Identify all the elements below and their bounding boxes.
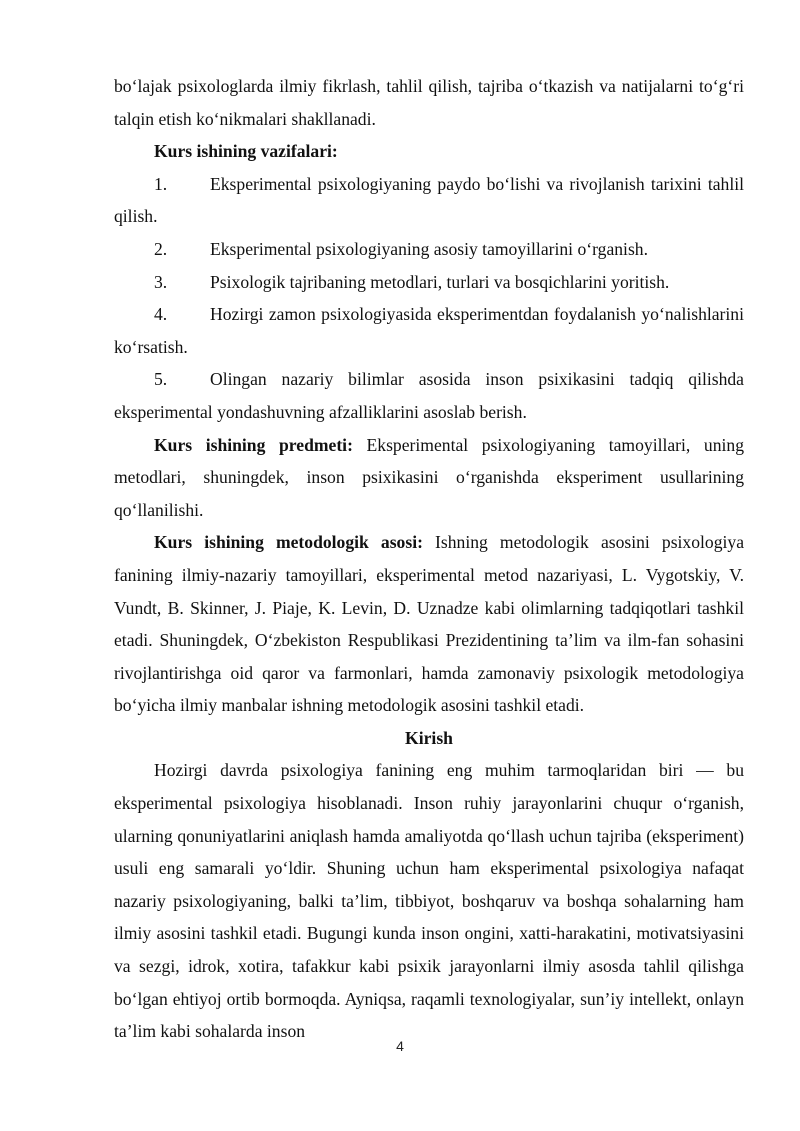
task-number: 3. (154, 271, 168, 292)
task-number: 5. (154, 369, 168, 390)
introduction-paragraph: Hozirgi davrda psixologiya fanining eng muhim tarmoqlaridan biri — bu eksperimental psixologiya hisoblanadi. Inson ruhiy jarayonlarini chuqur o‘rganish, ularning qonuniyatlarini aniqlash hamda amaliyotda qo‘llash uchun tajriba (eksperiment) usuli eng samarali yo‘ldir. Shuning uchun ham eksperimental psixologiya nafaqat nazariy psixologiyaning, balki ta’lim, tibbiyot, boshqaruv va boshqa sohalarning ham ilmiy asosini tashkil etadi. Bugungi kunda inson ongini, xatti-harakatini, motivatsiyasini va sezgi, idrok, xotira, tafakkur kabi psixik jarayonlarni ilmiy asosda tahlil qilishga bo‘lgan ehtiyoj ortib bormoqda. Ayniqsa, raqamli texnologiyalar, sun’iy intellekt, onlayn ta’lim kabi sohalarda inson (114, 760, 744, 1042)
task-number: 4. (154, 304, 168, 325)
document-page (114, 70, 744, 1048)
task-item-3 (114, 266, 744, 299)
subject-label: Kurs ishining predmeti: (154, 434, 353, 455)
task-number: 1. (154, 173, 168, 194)
subject-paragraph (114, 429, 744, 527)
task-item-4 (114, 298, 744, 363)
task-text: Psixologik tajribaning metodlari, turlari va bosqichlarini yoritish. (210, 271, 670, 292)
task-text: Hozirgi zamon psixologiyasida eksperimentdan foydalanish yo‘nalishlarini ko‘rsatish. (114, 304, 744, 357)
methodology-text: Ishning metodologik asosini psixologiya fanining ilmiy-nazariy tamoyillari, eksperimental metod nazariyasi, L. Vygotskiy, V. Vundt, B. Skinner, J. Piaje, K. Levin, D. Uznadze kabi olimlarning tadqiqotlari tashkil etadi. Shuningdek, O‘zbekiston Respublikasi Prezidentining ta’lim va ilm-fan sohasini rivojlantirishga oid qaror va farmonlari, hamda zamonaviy psixologik metodologiya bo‘yicha ilmiy manbalar ishning metodologik asosini tashkil etadi. (114, 532, 745, 716)
methodology-label: Kurs ishining metodologik asosi: (154, 532, 423, 553)
task-item-1 (114, 168, 744, 233)
task-number: 2. (154, 238, 168, 259)
task-text: Eksperimental psixologiyaning paydo bo‘lishi va rivojlanish tarixini tahlil qilish. (114, 173, 744, 227)
tasks-heading: Kurs ishining vazifalari: (154, 141, 338, 162)
page-number: 4 (396, 1038, 404, 1054)
task-text: Olingan nazariy bilimlar asosida inson psixikasini tadqiq qilishda eksperimental yondashuvning afzalliklarini asoslab berish. (114, 369, 744, 422)
introduction-title: Kirish (405, 727, 453, 748)
methodology-paragraph (114, 526, 744, 722)
subject-text: Eksperimental psixologiyaning tamoyillari, uning metodlari, shuningdek, inson psixikasini o‘rganishda eksperiment usullarining qo‘llanilishi. (114, 434, 745, 520)
task-item-2 (114, 233, 744, 266)
task-item-5 (114, 363, 744, 428)
intro-paragraph: bo‘lajak psixologlarda ilmiy fikrlash, tahlil qilish, tajriba o‘tkazish va natijalarni to‘g‘ri talqin etish ko‘nikmalari shakllanadi. (114, 76, 744, 129)
task-text: Eksperimental psixologiyaning asosiy tamoyillarini o‘rganish. (210, 238, 648, 259)
